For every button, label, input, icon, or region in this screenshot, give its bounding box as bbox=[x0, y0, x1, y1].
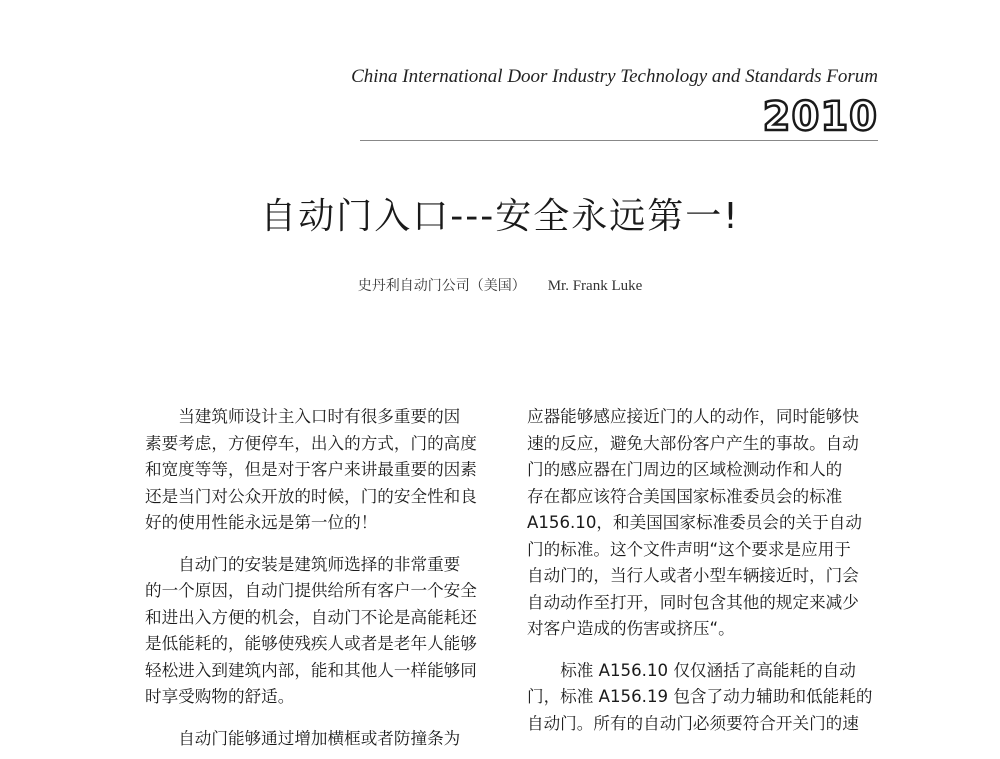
right-column bbox=[527, 404, 879, 737]
text-line: A156.10，和美国国家标准委员会的关于自动 bbox=[527, 513, 862, 532]
text-line: 和宽度等等，但是对于客户来讲最重要的因素 bbox=[145, 460, 477, 479]
text-line: 存在都应该符合美国国家标准委员会的标准 bbox=[527, 486, 843, 506]
text-line: 门的感应器在门周边的区域检测动作和人的 bbox=[527, 460, 843, 479]
text-line: 自动动作至打开，同时包含其他的规定来减少 bbox=[527, 592, 859, 612]
article-title: 自动门入口---安全永远第一! bbox=[260, 196, 740, 237]
paragraph-gap bbox=[145, 711, 497, 726]
left-column bbox=[145, 404, 497, 752]
text-line: 时享受购物的舒适。 bbox=[145, 687, 295, 706]
text-line: 素要考虑，方便停车，出入的方式，门的高度 bbox=[145, 433, 477, 453]
forum-year: 2010 bbox=[762, 94, 878, 140]
text-line: 自动门。所有的自动门必须要符合开关门的速 bbox=[527, 713, 859, 733]
text-line: 自动门的安装是建筑师选择的非常重要 bbox=[178, 554, 461, 574]
text-line: 的一个原因，自动门提供给所有客户一个安全 bbox=[145, 581, 477, 600]
text-line: 当建筑师设计主入口时有很多重要的因 bbox=[178, 407, 461, 426]
text-line: 门的标准。这个文件声明“这个要求是应用于 bbox=[527, 539, 851, 559]
text-line: 还是当门对公众开放的时候，门的安全性和良 bbox=[145, 486, 477, 506]
text-line: 应器能够感应接近门的人的动作，同时能够快 bbox=[527, 407, 859, 426]
paragraph-gap bbox=[145, 537, 497, 552]
text-line: 是低能耗的，能够使残疾人或者是老年人能够 bbox=[145, 634, 477, 653]
text-line: 门，标准 A156.19 包含了动力辅助和低能耗的 bbox=[527, 687, 873, 706]
text-line: 自动门能够通过增加横框或者防撞条为 bbox=[178, 728, 461, 748]
company-name: 史丹利自动门公司（美国） bbox=[357, 278, 526, 294]
text-line: 轻松进入到建筑内部，能和其他人一样能够同 bbox=[145, 660, 477, 680]
text-line: 标准 A156.10 仅仅涵括了高能耗的自动 bbox=[560, 660, 856, 680]
text-line: 对客户造成的伤害或挤压“。 bbox=[527, 619, 735, 638]
forum-title: China International Door Industry Technology and Standards Forum bbox=[351, 66, 878, 87]
author-name: Mr. Frank Luke bbox=[547, 278, 643, 294]
paragraph-gap bbox=[527, 643, 879, 658]
byline bbox=[0, 275, 1000, 295]
text-line: 速的反应，避免大部份客户产生的事故。自动 bbox=[527, 433, 859, 453]
header-divider bbox=[360, 140, 878, 141]
text-line: 自动门的，当行人或者小型车辆接近时，门会 bbox=[527, 566, 859, 585]
text-line: 好的使用性能永远是第一位的！ bbox=[145, 513, 378, 532]
text-line: 和进出入方便的机会，自动门不论是高能耗还 bbox=[145, 607, 477, 627]
